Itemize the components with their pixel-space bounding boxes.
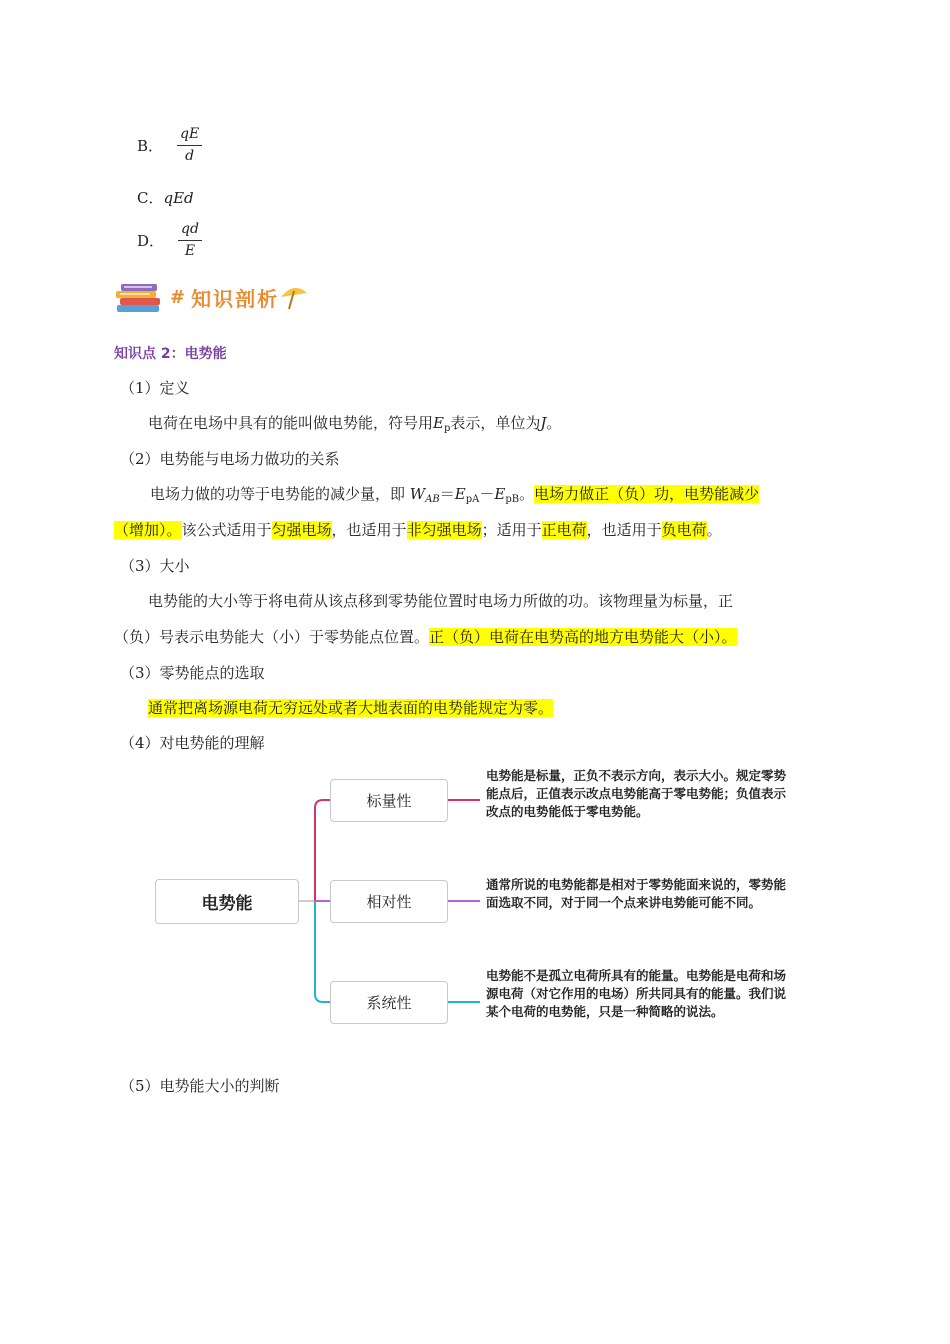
fraction — [177, 126, 202, 165]
mindmap-desc-relative: 通常所说的电势能都是相对于零势能面来说的，零势能面选取不同，对于同一个点来讲电势能可能不同。 — [486, 877, 787, 910]
text-segment: （负）号表示电势能大（小）于零势能点位置。 — [114, 628, 430, 646]
knowledge-point-title: 知识点 2：电势能 — [114, 346, 227, 362]
option-c — [137, 187, 194, 208]
mindmap-branch-relative: 相对性 — [330, 880, 448, 923]
equals: ＝ — [439, 485, 455, 503]
umbrella-icon — [279, 283, 309, 311]
highlight: 正电荷 — [541, 521, 587, 539]
heading-work-relation: （2）电势能与电场力做功的关系 — [120, 450, 340, 468]
text-segment: ，也适用于 — [586, 521, 662, 539]
heading-definition: （1）定义 — [120, 379, 190, 397]
option-text: qEd — [163, 188, 194, 207]
option-label: B． — [137, 137, 164, 155]
option-b — [137, 126, 202, 165]
highlight: 非匀强电场 — [406, 521, 482, 539]
highlight: 负电荷 — [661, 521, 707, 539]
heading-understanding: （4）对电势能的理解 — [120, 734, 265, 752]
minus: － — [479, 485, 495, 503]
mindmap-desc-system: 电势能不是孤立电荷所具有的能量。电势能是电荷和场源电荷（对它作用的电场）所共同具有的能量。我们说某个电荷的电势能，只是一种简略的说法。 — [486, 968, 787, 1019]
heading-zero-point: （3）零势能点的选取 — [120, 664, 265, 682]
zero-point-text — [148, 697, 553, 719]
symbol: E — [433, 414, 444, 432]
symbol: W — [409, 485, 426, 503]
banner-title: 知识剖析 — [191, 286, 280, 311]
mindmap-root: 电势能 — [155, 879, 299, 924]
numerator: qd — [178, 221, 202, 241]
denominator: d — [185, 148, 195, 164]
text-segment: 电场力做的功等于电势能的减少量，即 — [150, 485, 410, 503]
fraction — [178, 221, 202, 260]
subscript: p — [443, 423, 451, 434]
heading-magnitude: （3）大小 — [120, 557, 190, 575]
work-relation-line2 — [114, 519, 722, 541]
subscript: AB — [425, 494, 440, 505]
text-segment: 。 — [706, 521, 722, 539]
option-label: D． — [137, 232, 165, 250]
magnitude-line1: 电势能的大小等于将电荷从该点移到零势能位置时电场力所做的功。该物理量为标量，正 — [148, 592, 734, 610]
unit: J — [540, 414, 547, 432]
text-segment: 该公式适用于 — [181, 521, 272, 539]
section-banner — [114, 280, 309, 314]
work-relation-line1 — [150, 483, 759, 505]
highlight: 通常把离场源电荷无穷远处或者大地表面的电势能规定为零。 — [148, 699, 554, 717]
mindmap-branch-scalar: 标量性 — [330, 779, 448, 822]
books-icon — [114, 280, 164, 314]
text-segment: 电荷在电场中具有的能叫做电势能，符号用 — [148, 414, 434, 432]
highlight: 电场力做正（负）功，电势能减少 — [534, 485, 760, 503]
highlight: （增加）。 — [114, 521, 182, 539]
subscript: pA — [465, 494, 480, 505]
text-segment: ；适用于 — [481, 521, 542, 539]
highlight: 匀强电场 — [271, 521, 332, 539]
subscript: pB — [505, 494, 520, 505]
symbol: E — [494, 485, 506, 503]
numerator: qE — [177, 126, 202, 146]
denominator: E — [184, 243, 196, 259]
definition-text — [148, 412, 561, 434]
highlight: 正（负）电荷在电势高的地方电势能大（小）。 — [429, 628, 737, 646]
symbol: E — [454, 485, 466, 503]
text-segment: 。 — [546, 414, 562, 432]
text-segment: ，也适用于 — [331, 521, 407, 539]
text-segment: 表示，单位为 — [450, 414, 541, 432]
option-label: C． — [137, 189, 164, 207]
text-segment: 。 — [519, 485, 535, 503]
mindmap-desc-scalar: 电势能是标量，正负不表示方向，表示大小。规定零势能点后，正值表示改点电势能高于零电势能；负值表示改点的电势能低于零电势能。 — [486, 768, 787, 819]
heading-judgment: （5）电势能大小的判断 — [120, 1077, 280, 1095]
hash-mark: # — [170, 286, 186, 308]
mindmap-branch-system: 系统性 — [330, 981, 448, 1024]
magnitude-line2 — [114, 626, 737, 648]
option-d — [137, 221, 202, 260]
